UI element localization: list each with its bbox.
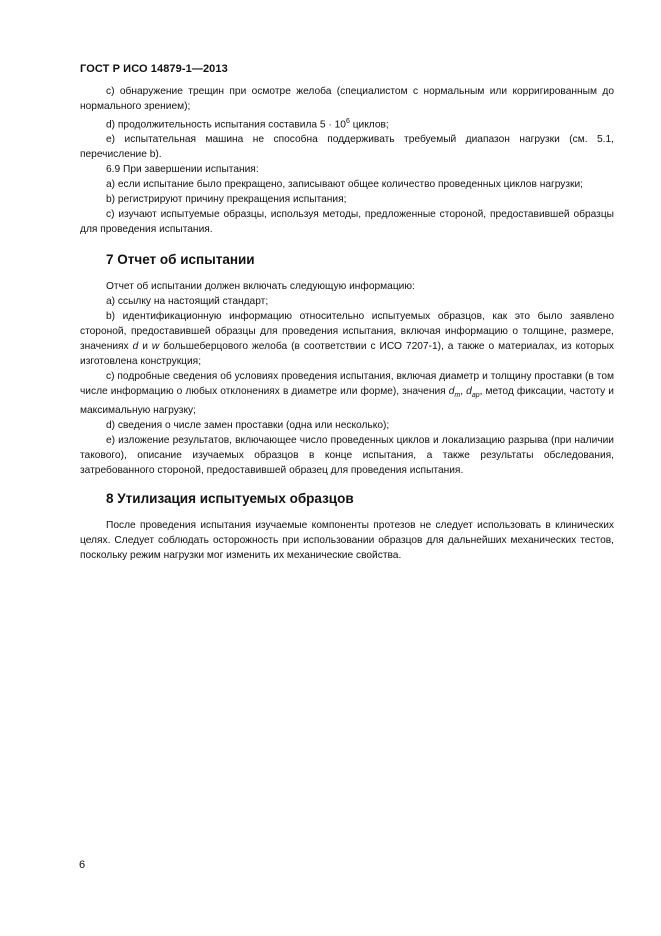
report-item-b-text: b) идентификационную информацию относительно испытуемых образцов, как это было заявлено стороной, предоставившей образцы для проведения испытания, включая информацию о толщине, размере, значениях — [80, 311, 614, 353]
document-body — [80, 84, 614, 563]
page-number: 6 — [79, 859, 86, 871]
separator: , — [460, 386, 467, 398]
report-item-c-text: c) подробные сведения об условиях проведения испытания, включая диаметр и толщину проставки (в том числе информацию о любых отклонениях в диаметре или форме), значения — [80, 371, 614, 398]
symbol-dap: d — [466, 386, 472, 398]
paragraph-e-machine: e) испытательная машина не способна поддерживать требуемый диапазон нагрузки (см. 5.1, перечисление b). — [80, 134, 614, 161]
symbol-w: w — [151, 341, 160, 353]
paragraph-a-stopped: a) если испытание было прекращено, записывают общее количество проведенных циклов нагрузки; — [106, 179, 584, 191]
section-8-text: После проведения испытания изучаемые компоненты протезов не следует использовать в клинических целях. Следует соблюдать осторожность при использовании образцов для дальнейших механических тестов, поскольку режим нагрузки мог изменить их механические свойства. — [80, 520, 614, 562]
paragraph-c-examine: c) изучают испытуемые образцы, используя методы, предложенные стороной, предоставившей образцы для проведения испытания. — [80, 209, 614, 236]
symbol-dm: d — [448, 386, 455, 398]
symbol-dm-subscript: m — [454, 392, 461, 400]
report-item-b — [80, 309, 614, 369]
duration-text: d) продолжительность испытания составила 5 · 10 — [106, 119, 346, 131]
symbol-d: d — [132, 341, 139, 353]
paragraph-6-9: 6.9 При завершении испытания: — [106, 164, 259, 176]
section-7-heading: 7 Отчет об испытании — [106, 252, 255, 268]
symbol-dap-subscript: ap — [471, 392, 480, 400]
report-item-e: e) изложение результатов, включающее число проведенных циклов и локализацию разрыва (при наличии такового), описание изучаемых образцов в конце испытания, а также результаты обследования, затребованного стороной, предоставившей образец для проведения испытания. — [80, 435, 614, 477]
paragraph-b-reason: b) регистрируют причину прекращения испытания; — [106, 194, 347, 206]
document-header: ГОСТ Р ИСО 14879-1—2013 — [80, 63, 228, 75]
report-item-d: d) сведения о числе замен проставки (одна или несколько); — [106, 420, 390, 432]
report-item-c-text-end: , метод фиксации, частоту и максимальную нагрузку; — [80, 386, 614, 417]
section-7-intro: Отчет об испытании должен включать следующую информацию: — [106, 281, 415, 293]
conjunction: и — [138, 341, 152, 353]
report-item-b-text-end: большеберцового желоба (в соответствии с ИСО 7207-1), а также о материалах, из которых изготовлена конструкция; — [80, 341, 614, 368]
report-item-a: a) ссылку на настоящий стандарт; — [106, 296, 269, 308]
duration-text-end: циклов; — [349, 119, 389, 131]
exponent: 6 — [345, 118, 350, 125]
report-item-c — [80, 369, 614, 418]
paragraph-d-duration — [80, 114, 614, 132]
section-8-heading: 8 Утилизация испытуемых образцов — [106, 491, 354, 507]
paragraph-c-crack: c) обнаружение трещин при осмотре желоба (специалистом с нормальным или корригированным до нормального зрением); — [80, 86, 614, 112]
